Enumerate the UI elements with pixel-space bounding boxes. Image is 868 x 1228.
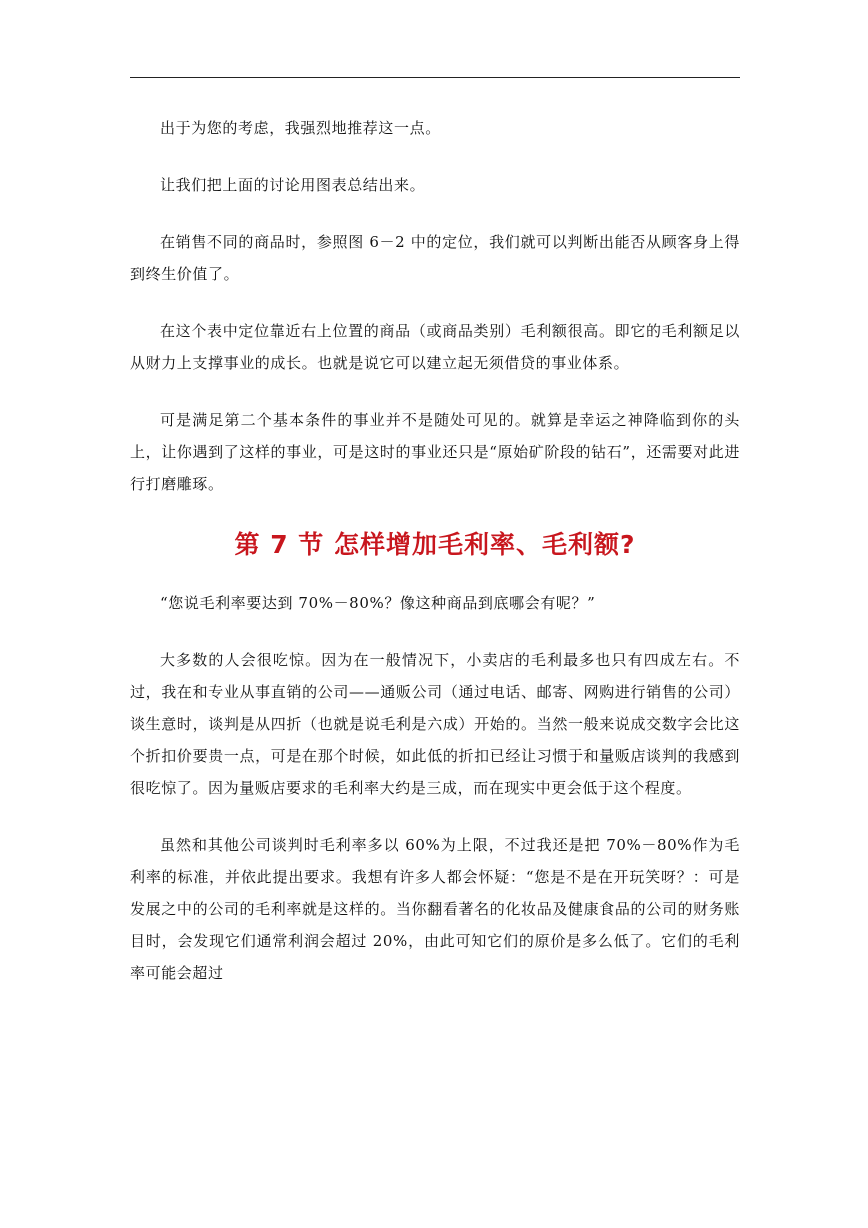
paragraph: 可是满足第二个基本条件的事业并不是随处可见的。就算是幸运之神降临到你的头上，让你遇到了这样的事业，可是这时的事业还只是“原始矿阶段的钻石”，还需要对此进行打磨雕琢。 <box>130 411 740 493</box>
paragraph: 在销售不同的商品时，参照图 6－2 中的定位，我们就可以判断出能否从顾客身上得到终生价值了。 <box>130 233 740 283</box>
paragraph: 虽然和其他公司谈判时毛利率多以 60%为上限，不过我还是把 70%－80%作为毛利率的标准，并依此提出要求。我想有许多人都会怀疑：“您是不是在开玩笑呀？：可是发展之中的公司的毛利率就是这样的。当你翻看著名的化妆品及健康食品的公司的财务账目时，会发现它们通常利润会超过 20%，由此可知它们的原价是多么低了。它们的毛利率可能会超过 <box>130 836 740 982</box>
section-heading: 第 7 节 怎样增加毛利率、毛利额? <box>234 530 636 559</box>
paragraph: 大多数的人会很吃惊。因为在一般情况下，小卖店的毛利最多也只有四成左右。不过，我在和专业从事直销的公司——通贩公司（通过电话、邮寄、网购进行销售的公司）谈生意时，谈判是从四折（也就是说毛利是六成）开始的。当然一般来说成交数字会比这个折扣价要贵一点，可是在那个时候，如此低的折扣已经让习惯于和量贩店谈判的我感到很吃惊了。因为量贩店要求的毛利率大约是三成，而在现实中更会低于这个程度。 <box>130 651 740 797</box>
header-rule <box>130 77 740 78</box>
page-content <box>130 112 740 1014</box>
paragraph: 出于为您的考虑，我强烈地推荐这一点。 <box>160 119 441 137</box>
paragraph: 在这个表中定位靠近右上位置的商品（或商品类别）毛利额很高。即它的毛利额足以从财力上支撑事业的成长。也就是说它可以建立起无须借贷的事业体系。 <box>130 322 740 372</box>
paragraph: 让我们把上面的讨论用图表总结出来。 <box>160 176 426 194</box>
paragraph: “您说毛利率要达到 70%－80%？像这种商品到底哪会有呢？” <box>160 594 596 612</box>
